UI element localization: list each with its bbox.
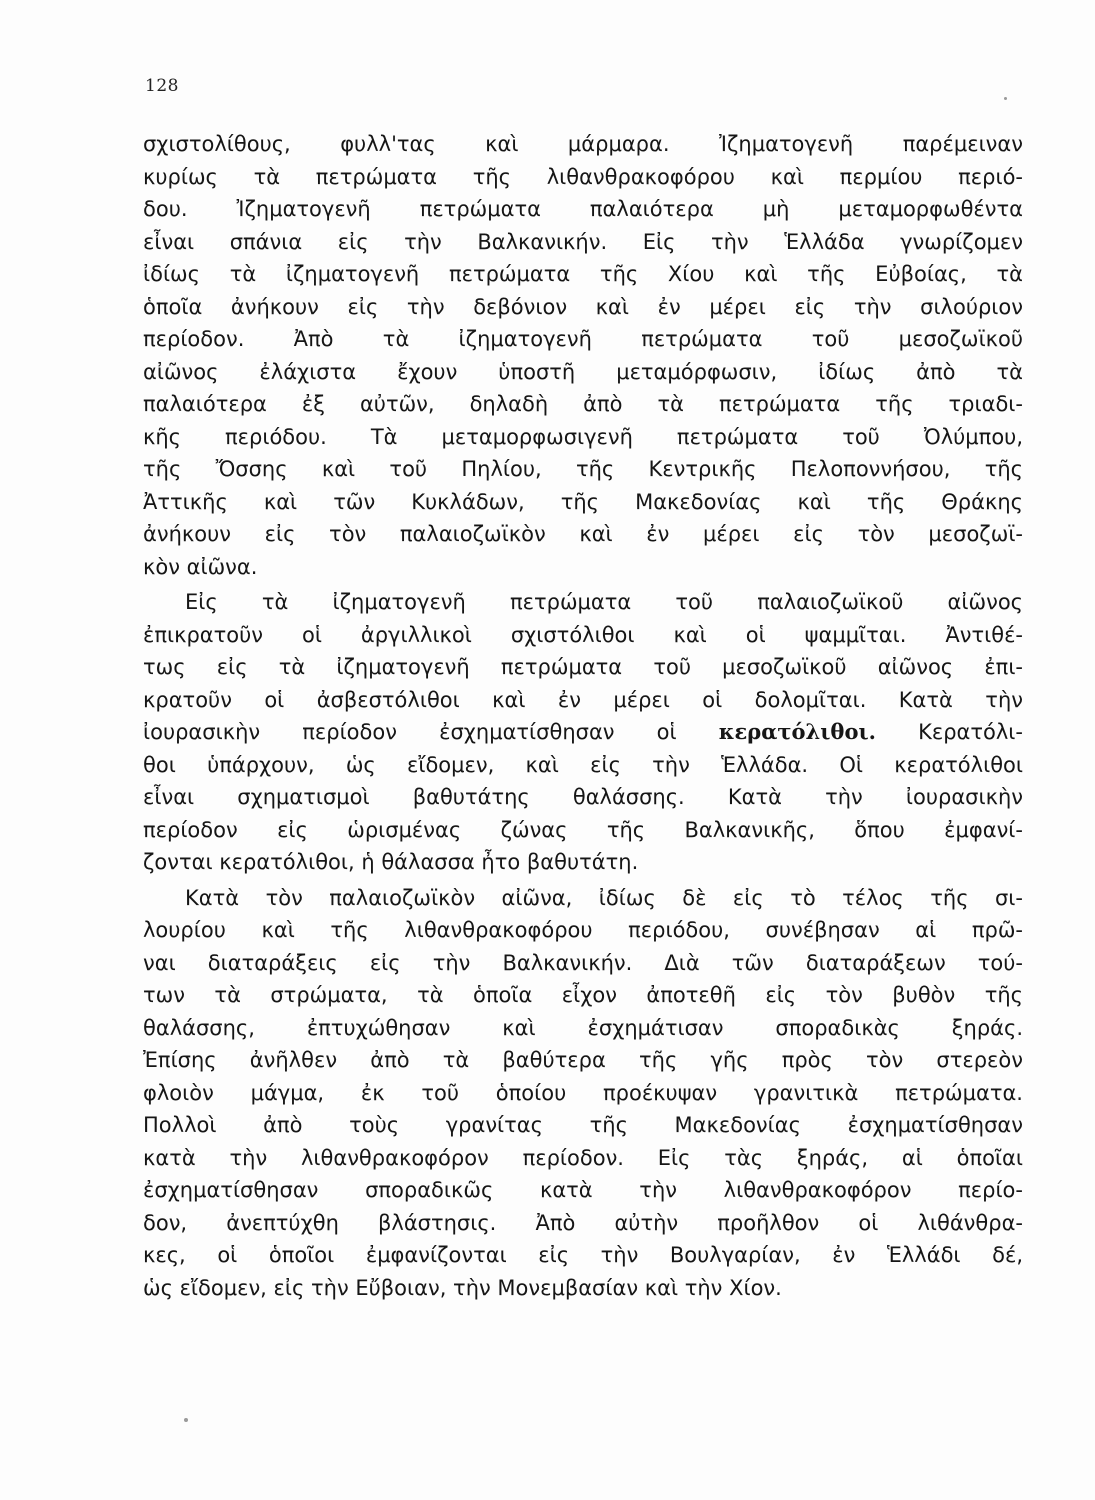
text-line: εἶναι σπάνια εἰς τὴν Βαλκανικήν. Εἰς τὴν Ἑλλάδα γνωρίζομεν	[143, 229, 1023, 254]
text-line: λουρίου καὶ τῆς λιθανθρακοφόρου περιόδου, συνέβησαν αἱ πρῶ-	[143, 918, 1023, 942]
text-line: κῆς περιόδου. Τὰ μεταμορφωσιγενῆ πετρώματα τοῦ Ὀλύμπου,	[143, 424, 1023, 449]
text-line: κες, οἱ ὁποῖοι ἐμφανίζονται εἰς τὴν Βουλγαρίαν, ἐν Ἑλλάδι δέ,	[143, 1243, 1023, 1267]
text-line: ὡς εἴδομεν, εἰς τὴν Εὔβοιαν, τὴν Μονεμβασίαν καὶ τὴν Χίον.	[143, 1275, 782, 1300]
text-line: Εἰς τὰ ἰζηματογενῆ πετρώματα τοῦ παλαιοζωϊκοῦ αἰῶνος	[185, 590, 1023, 614]
text-line: κυρίως τὰ πετρώματα τῆς λιθανθρακοφόρου καὶ περμίου περιό-	[143, 164, 1023, 189]
text-line: περίοδον. Ἀπὸ τὰ ἰζηματογενῆ πετρώματα τοῦ μεσοζωϊκοῦ	[143, 327, 1023, 351]
text-line: ἐπικρατοῦν οἱ ἀργιλλικοὶ σχιστόλιθοι καὶ οἱ ψαμμῖται. Ἀντιθέ-	[143, 622, 1023, 647]
emphasized-term: κερατόλιθοι.	[718, 719, 876, 744]
text-line: ἀνήκουν εἰς τὸν παλαιοζωϊκὸν καὶ ἐν μέρει εἰς τὸν μεσοζωϊ-	[143, 522, 1023, 546]
text-line: κρατοῦν οἱ ἀσβεστόλιθοι καὶ ἐν μέρει οἱ δολομῖται. Κατὰ τὴν	[143, 687, 1023, 712]
text-run: ἰουρασικὴν περίοδον ἐσχηματίσθησαν οἱ	[143, 720, 677, 744]
paragraph	[143, 586, 1023, 879]
text-line: Ἐπίσης ἀνῆλθεν ἀπὸ τὰ βαθύτερα τῆς γῆς πρὸς τὸν στερεὸν	[143, 1048, 1023, 1072]
text-line: θοι ὑπάρχουν, ὡς εἴδομεν, καὶ εἰς τὴν Ἑλλάδα. Οἱ κερατόλιθοι	[143, 752, 1023, 777]
text-line: ζονται κερατόλιθοι, ἡ θάλασσα ἦτο βαθυτάτη.	[143, 850, 639, 874]
text-line: τως εἰς τὰ ἰζηματογενῆ πετρώματα τοῦ μεσοζωϊκοῦ αἰῶνος ἐπι-	[143, 655, 1023, 679]
text-line-with-emphasis	[143, 716, 1023, 749]
paragraph	[143, 128, 1023, 583]
text-line: Ἀττικῆς καὶ τῶν Κυκλάδων, τῆς Μακεδονίας καὶ τῆς Θράκης	[143, 489, 1023, 514]
text-line: παλαιότερα ἐξ αὐτῶν, δηλαδὴ ἀπὸ τὰ πετρώματα τῆς τριαδι-	[143, 392, 1023, 416]
text-line: σχιστολίθους, φυλλ'τας καὶ μάρμαρα. Ἰζηματογενῆ παρέμειναν	[143, 132, 1023, 156]
text-line: των τὰ στρώματα, τὰ ὁποῖα εἶχον ἀποτεθῆ εἰς τὸν βυθὸν τῆς	[143, 983, 1023, 1007]
text-line: αἰῶνος ἐλάχιστα ἔχουν ὑποστῆ μεταμόρφωσιν, ἰδίως ἀπὸ τὰ	[143, 359, 1023, 384]
text-line: τῆς Ὄσσης καὶ τοῦ Πηλίου, τῆς Κεντρικῆς Πελοποννήσου, τῆς	[143, 457, 1023, 481]
text-line: φλοιὸν μάγμα, ἐκ τοῦ ὁποίου προέκυψαν γρανιτικὰ πετρώματα.	[143, 1080, 1023, 1105]
text-line: περίοδον εἰς ὡρισμένας ζώνας τῆς Βαλκανικῆς, ὅπου ἐμφανί-	[143, 817, 1023, 842]
text-line: εἶναι σχηματισμοὶ βαθυτάτης θαλάσσης. Κατὰ τὴν ἰουρασικὴν	[143, 785, 1023, 809]
text-line: δον, ἀνεπτύχθη βλάστησις. Ἀπὸ αὐτὴν προῆλθον οἱ λιθάνθρα-	[143, 1210, 1023, 1235]
text-line: Πολλοὶ ἀπὸ τοὺς γρανίτας τῆς Μακεδονίας ἐσχηματίσθησαν	[143, 1113, 1023, 1137]
text-line: ἐσχηματίσθησαν σποραδικῶς κατὰ τὴν λιθανθρακοφόρον περίο-	[143, 1178, 1023, 1202]
text-line: κατὰ τὴν λιθανθρακοφόρον περίοδον. Εἰς τὰς ξηράς, αἱ ὁποῖαι	[143, 1145, 1023, 1170]
text-line: θαλάσσης, ἐπτυχώθησαν καὶ ἐσχημάτισαν σποραδικὰς ξηράς.	[143, 1015, 1023, 1040]
text-line: δου. Ἰζηματογενῆ πετρώματα παλαιότερα μὴ μεταμορφωθέντα	[143, 197, 1023, 221]
paper-speck	[184, 1418, 188, 1422]
page-number: 128	[145, 76, 179, 96]
text-line: ἰδίως τὰ ἰζηματογενῆ πετρώματα τῆς Χίου καὶ τῆς Εὐβοίας, τὰ	[143, 262, 1023, 286]
paragraph	[143, 882, 1023, 1305]
text-line: ὁποῖα ἀνήκουν εἰς τὴν δεβόνιον καὶ ἐν μέρει εἰς τὴν σιλούριον	[143, 294, 1023, 319]
body-text	[143, 128, 1023, 1304]
text-line: ναι διαταράξεις εἰς τὴν Βαλκανικήν. Διὰ τῶν διαταράξεων τού-	[143, 950, 1023, 975]
text-run: Κερατόλι-	[918, 720, 1023, 744]
text-line: Κατὰ τὸν παλαιοζωϊκὸν αἰῶνα, ἰδίως δὲ εἰς τὸ τέλος τῆς σι-	[185, 885, 1023, 910]
paper-speck	[1004, 97, 1007, 100]
text-line: κὸν αἰῶνα.	[143, 554, 258, 579]
